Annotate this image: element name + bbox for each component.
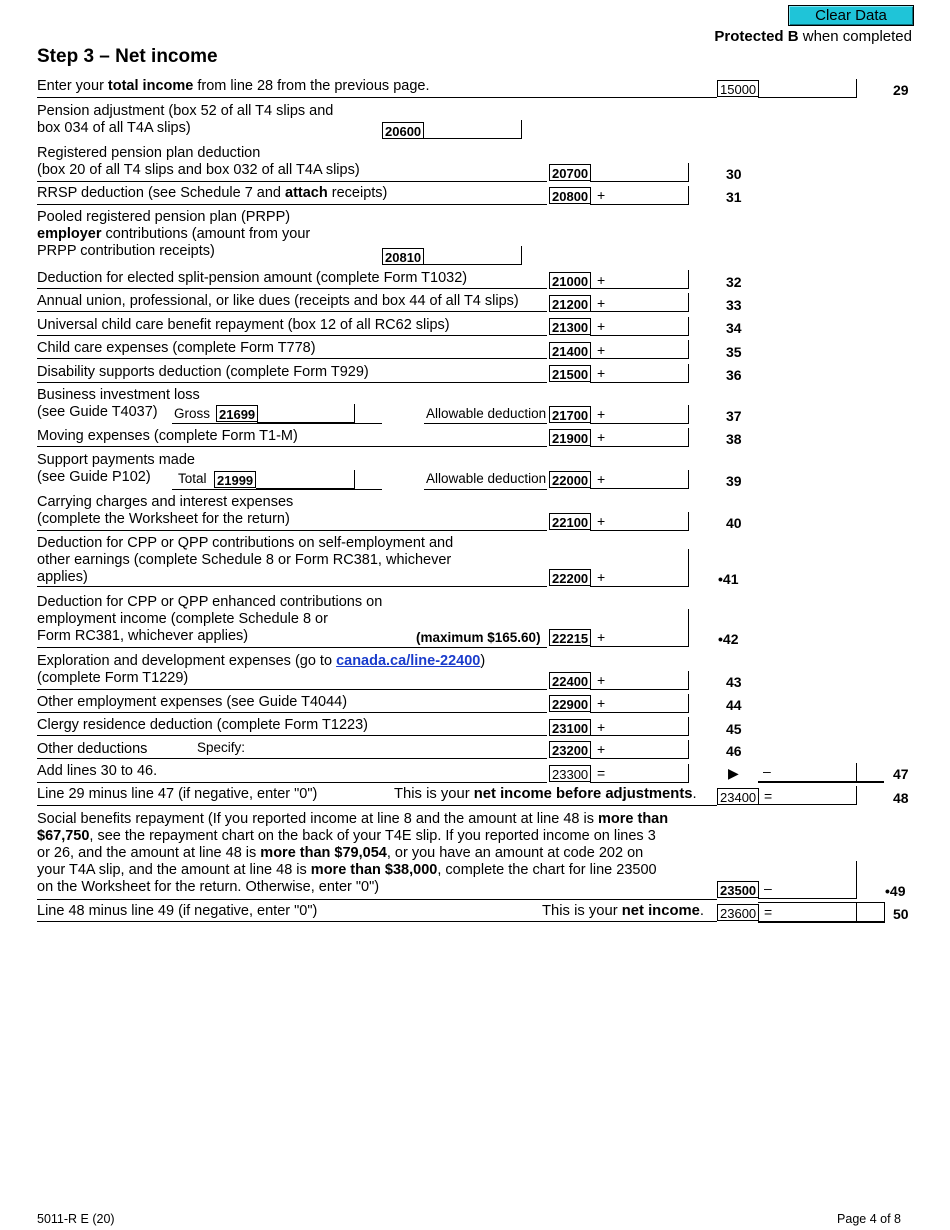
separator [37,311,547,312]
line-46-label: Other deductions [37,741,148,757]
code-20700: 20700 [549,164,591,181]
form-id: 5011-R E (20) [37,1212,115,1226]
field-divider [688,163,689,182]
separator [37,899,717,900]
net-income-before-adjustments-note: This is your net income before adjustments. [394,786,697,802]
line-42-number: •42 [718,631,739,647]
canada-ca-link[interactable]: canada.ca/line-22400 [336,653,481,669]
line-43-field[interactable] [590,671,688,690]
line-39-field[interactable] [590,470,688,489]
line-47-amount-field[interactable] [758,763,856,782]
line-44-field[interactable] [590,694,688,713]
gross-field[interactable] [257,404,354,423]
line-42-field[interactable] [590,628,688,647]
code-22400: 22400 [549,672,591,689]
net-income-note: This is your net income. [542,903,705,919]
line-38-field[interactable] [590,428,688,447]
line-31-field[interactable] [590,186,688,205]
line-34-number: 34 [726,320,742,336]
field-divider [521,120,522,139]
code-23100: 23100 [549,719,591,736]
field-divider [688,405,689,424]
code-22900: 22900 [549,695,591,712]
line-31-number: 31 [726,189,742,205]
code-21900: 21900 [549,429,591,446]
code-22100: 22100 [549,513,591,530]
line-47-label: Add lines 30 to 46. [37,763,158,779]
separator [37,805,717,806]
line-49-field[interactable] [758,880,856,899]
line-50-number: 50 [893,906,909,922]
line-43-label: Exploration and development expenses (go to canada.ca/line-22400) (complete Form T1229) [37,653,486,686]
equals-operator: = [764,904,773,920]
equals-operator: = [764,788,773,804]
code-21300: 21300 [549,318,591,335]
field-divider [856,79,857,98]
line-37-field[interactable] [590,405,688,424]
code-15000: 15000 [717,80,759,97]
separator [37,530,547,531]
plus-operator: + [597,406,606,422]
field-divider [688,671,689,690]
plus-operator: + [597,569,606,585]
separator [37,358,547,359]
line-39-number: 39 [726,473,742,489]
field-divider [354,404,355,423]
page-number: Page 4 of 8 [837,1212,901,1226]
line-34-label: Universal child care benefit repayment (box 12 of all RC62 slips) [37,317,450,333]
code-23500: 23500 [717,881,759,898]
plus-operator: + [597,187,606,203]
field-divider [688,428,689,447]
line-36-label: Disability supports deduction (complete Form T929) [37,364,369,380]
separator [37,204,547,205]
line-32-label: Deduction for elected split-pension amount (complete Form T1032) [37,270,468,286]
line-37-number: 37 [726,408,742,424]
line-40-number: 40 [726,515,742,531]
minus-operator: – [764,880,772,896]
separator [424,423,547,424]
field-divider [688,293,689,312]
code-22000: 22000 [549,471,591,488]
line-50-label: Line 48 minus line 49 (if negative, enter "0") [37,903,318,919]
line-38-label: Moving expenses (complete Form T1-M) [37,428,298,444]
field-divider [856,763,857,782]
plus-operator: + [597,695,606,711]
code-20800: 20800 [549,187,591,204]
line-39-guide: (see Guide P102) [37,469,151,485]
plus-operator: + [597,719,606,735]
line-45-label: Clergy residence deduction (complete Form T1223) [37,717,368,733]
field-divider [688,364,689,383]
prpp-label: Pooled registered pension plan (PRPP) employer contributions (amount from your PRPP contribution receipts) [37,209,311,259]
field-divider [688,717,689,736]
plus-operator: + [597,365,606,381]
separator [37,446,547,447]
separator [37,335,547,336]
specify-label: Specify: [197,740,246,755]
line-35-label: Child care expenses (complete Form T778) [37,340,316,356]
separator [37,586,547,587]
line-45-field[interactable] [590,717,688,736]
line-44-number: 44 [726,697,742,713]
plus-operator: + [597,295,606,311]
plus-operator: + [597,629,606,645]
code-22200: 22200 [549,569,591,586]
line-41-label: Deduction for CPP or QPP contributions on self-employment and other earnings (complete Schedule 8 or Form RC381, whichever applies) [37,535,454,585]
field-divider [521,246,522,265]
field-divider [688,512,689,531]
line-30-label: Registered pension plan deduction (box 20 of all T4 slips and box 032 of all T4A slips) [37,145,360,178]
line-30-number: 30 [726,166,742,182]
line-43-number: 43 [726,674,742,690]
line-29-label: Enter your total income from line 28 from the previous page. [37,78,430,94]
field-divider [688,317,689,336]
line-35-number: 35 [726,344,742,360]
line-33-number: 33 [726,297,742,313]
protected-rest: when completed [798,28,912,45]
line-40-label: Carrying charges and interest expenses (complete the Worksheet for the return) [37,494,294,527]
separator [37,181,547,182]
field-divider [688,186,689,205]
line-30-field[interactable] [590,163,688,182]
allowable-deduction-label: Allowable deduction [426,406,547,421]
field-divider [856,786,857,805]
maximum-note: (maximum $165.60) [416,630,541,645]
line-32-field[interactable] [590,270,688,289]
line-35-field[interactable] [590,340,688,359]
plus-operator: + [597,272,606,288]
code-21000: 21000 [549,272,591,289]
separator [172,489,382,490]
line-40-field[interactable] [590,512,688,531]
code-21700: 21700 [549,406,591,423]
pension-adjustment-label: Pension adjustment (box 52 of all T4 slips and box 034 of all T4A slips) [37,103,334,136]
protected-notice [714,28,912,45]
line-46-field[interactable] [590,740,688,759]
line-37-label: Business investment loss [37,387,200,403]
plus-operator: + [597,741,606,757]
field-divider [688,609,689,647]
separator [37,712,547,713]
line-41-field[interactable] [590,568,688,587]
step-title: Step 3 – Net income [37,46,218,67]
line-47-field[interactable] [590,764,688,783]
line-34-field[interactable] [590,317,688,336]
line-36-field[interactable] [590,364,688,383]
line-44-label: Other employment expenses (see Guide T4044) [37,694,348,710]
line-46-number: 46 [726,743,742,759]
line-41-number: •41 [718,571,739,587]
line-48-field[interactable] [758,786,856,805]
total-label: Total [178,471,207,486]
field-divider [856,861,857,899]
code-20600: 20600 [382,122,424,139]
line-36-number: 36 [726,367,742,383]
line-49-label: Social benefits repayment (If you reported income at line 8 and the amount at line 48 is more than $67,750, see the repayment chart on the back of your T4E slip. If you reported income on lines 3 or 26, and the amount at line 48 is more than $79,054, or you have an amount at code 202 on your T4A slip, and the amount at line 48 is more than $38,000, complete the chart for line 23500 on the Worksheet for the return. Otherwise, enter "0") [37,811,669,895]
separator [37,647,547,648]
plus-operator: + [597,672,606,688]
code-20810: 20810 [382,248,424,265]
line-49-number: •49 [885,883,906,899]
separator [172,423,382,424]
plus-operator: + [597,513,606,529]
protected-label: Protected B [714,28,799,45]
line-29-number: 29 [893,82,909,98]
separator [37,288,547,289]
prpp-field[interactable] [423,246,521,265]
total-field[interactable] [256,470,354,489]
code-23400: 23400 [717,788,759,805]
plus-operator: + [597,342,606,358]
field-divider [688,549,689,587]
line-33-field[interactable] [590,293,688,312]
field-divider [688,470,689,489]
code-21999: 21999 [214,471,256,488]
code-23200: 23200 [549,741,591,758]
arrow-right-icon: ▶ [728,765,739,781]
line-47-number: 47 [893,766,909,782]
equals-operator: = [597,765,606,781]
line-42-label: Deduction for CPP or QPP enhanced contributions on employment income (complete Schedule 8 or Form RC381, whichever applies) [37,594,383,644]
net-income-box [758,902,885,923]
line-48-number: 48 [893,790,909,806]
separator [37,782,547,783]
separator [37,689,547,690]
minus-operator: – [763,763,771,779]
code-23600: 23600 [717,904,759,921]
line-39-label: Support payments made [37,452,195,468]
separator [37,97,717,98]
separator [37,921,717,922]
code-21400: 21400 [549,342,591,359]
clear-data-button[interactable]: Clear Data [788,5,914,26]
plus-operator: + [597,318,606,334]
specify-field[interactable] [250,739,545,757]
line-48-label: Line 29 minus line 47 (if negative, enter "0") [37,786,318,802]
code-22215: 22215 [549,629,591,646]
gross-label: Gross [174,406,211,421]
line-45-number: 45 [726,721,742,737]
code-21200: 21200 [549,295,591,312]
field-divider [354,470,355,489]
code-21500: 21500 [549,365,591,382]
separator [37,758,547,759]
code-21699: 21699 [216,405,258,422]
field-divider [688,270,689,289]
line-37-guide: (see Guide T4037) [37,404,158,420]
line-38-number: 38 [726,431,742,447]
separator [758,781,884,783]
separator [37,735,547,736]
code-23300: 23300 [549,765,591,782]
plus-operator: + [597,429,606,445]
field-divider [688,740,689,759]
separator [424,489,547,490]
line-29-field[interactable] [758,79,856,98]
field-divider [688,764,689,783]
field-divider [688,694,689,713]
pension-adjustment-field[interactable] [423,120,521,139]
line-33-label: Annual union, professional, or like dues (receipts and box 44 of all T4 slips) [37,293,519,309]
allowable-deduction-label: Allowable deduction [426,471,547,486]
line-32-number: 32 [726,274,742,290]
separator [37,382,547,383]
field-divider [688,340,689,359]
line-31-label: RRSP deduction (see Schedule 7 and attach receipts) [37,185,388,201]
plus-operator: + [597,471,606,487]
